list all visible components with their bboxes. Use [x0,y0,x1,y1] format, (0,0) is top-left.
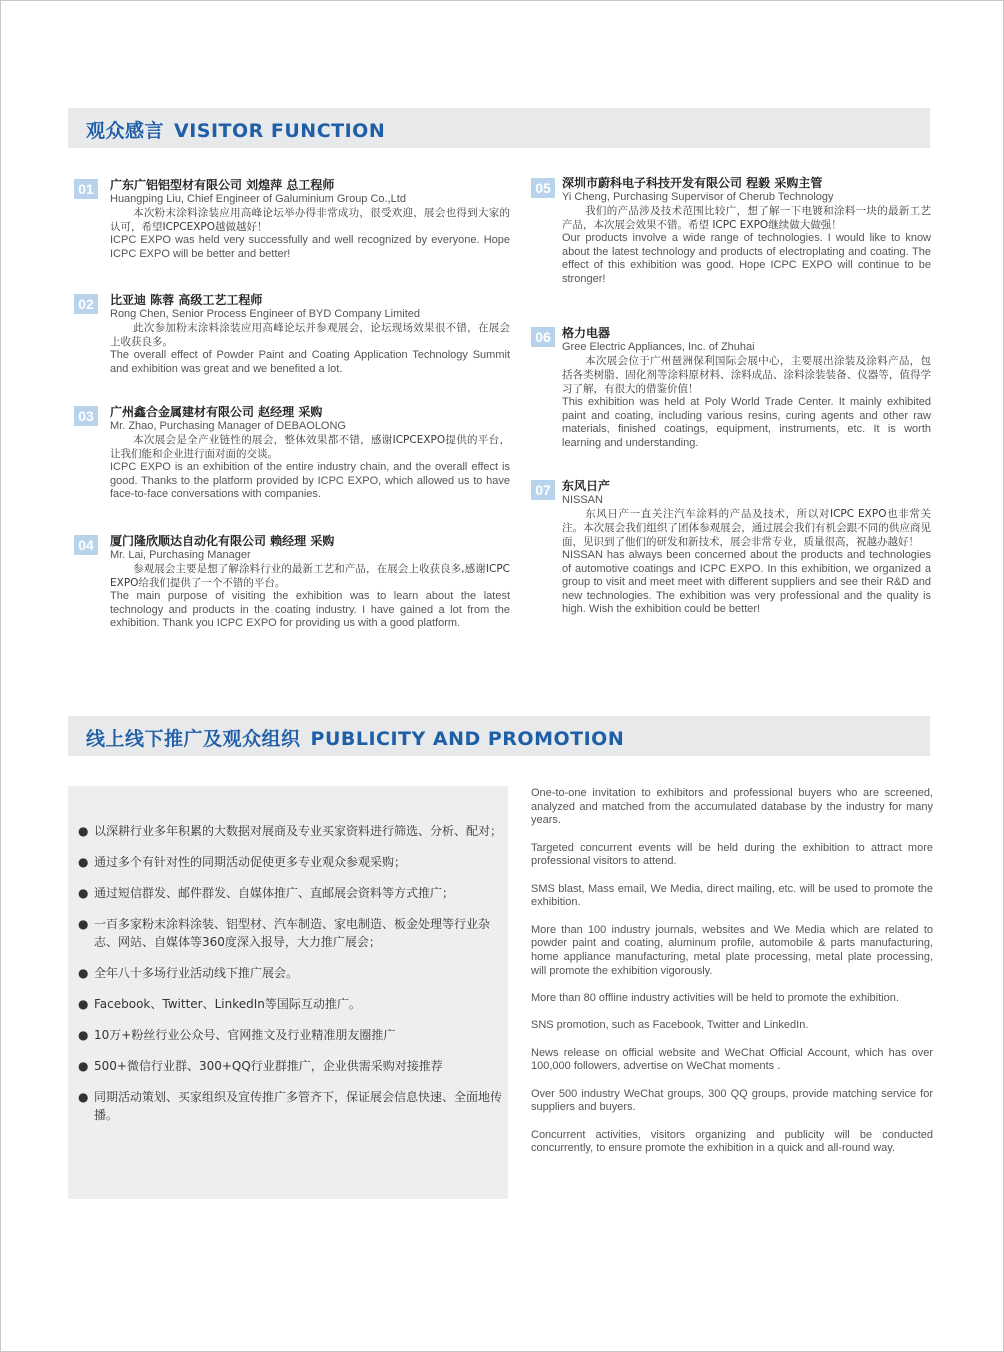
testimonial-text-zh: 本次粉末涂料涂装应用高峰论坛举办得非常成功，很受欢迎，展会也得到大家的认可，希望ICPCEXPO越做越好！ [110,207,510,233]
visitor-title-en: VISITOR FUNCTION [174,120,386,142]
testimonial-number: 07 [531,480,555,500]
promotion-zh-item: ● 通过多个有针对性的同期活动促使更多专业观众参观采购； [80,853,510,871]
testimonial-number: 06 [531,327,555,347]
promotion-zh-item: ● 以深耕行业多年积累的大数据对展商及专业买家资料进行筛选、分析、配对； [80,822,510,840]
promotion-zh-item: ● 同期活动策划、买家组织及宣传推广多管齐下，保证展会信息快速、全面地传播。 [80,1088,510,1124]
testimonial-role: Huangping Liu, Chief Engineer of Galuminium Group Co.,Ltd [110,193,406,205]
testimonial-role: NISSAN [562,494,603,506]
promotion-en-paragraph: News release on official website and WeChat Official Account, which has over 100,000 followers, advertise on WeChat moments . [531,1046,933,1073]
testimonial-number: 04 [74,535,98,555]
testimonial-number: 03 [74,406,98,426]
testimonial-05 [531,175,931,286]
promotion-en-paragraph: Targeted concurrent events will be held during the exhibition to attract more professional visitors to attend. [531,841,933,868]
promotion-zh-item: ● 10万+粉丝行业公众号、官网推文及行业精准朋友圈推广 [80,1026,510,1044]
promotion-en-paragraph: Over 500 industry WeChat groups, 300 QQ groups, provide matching service for suppliers and buyers. [531,1087,933,1114]
testimonial-role: Mr. Lai, Purchasing Manager [110,549,251,561]
promotion-en-paragraph: SNS promotion, such as Facebook, Twitter and LinkedIn. [531,1019,809,1032]
testimonial-text-en: The main purpose of visiting the exhibition was to learn about the latest technology and products in the coating industry. I have gained a lot from the exhibition. Thank you ICPC EXPO for providing us with a good platform. [110,590,510,630]
promotion-zh-item: ● 一百多家粉末涂料涂装、铝型材、汽车制造、家电制造、板金处理等行业杂志、网站、自媒体等360度深入报导，大力推广展会； [80,915,510,951]
testimonial-01 [74,177,510,261]
testimonial-name: 比亚迪 陈蓉 高级工艺工程师 [110,293,263,307]
testimonial-03 [74,404,510,502]
testimonial-text-zh: 我们的产品涉及技术范围比较广，想了解一下电镀和涂料一块的最新工艺产品，本次展会效果不错。希望 ICPC EXPO继续做大做强！ [562,205,931,231]
promotion-zh-item: ● 500+微信行业群、300+QQ行业群推广，企业供需采购对接推荐 [80,1057,510,1075]
promotion-en-column [531,787,933,1170]
promotion-section-header [68,716,930,756]
testimonial-text-en: The overall effect of Powder Paint and Coating Application Technology Summit and exhibition was great and we benefited a lot. [110,349,510,375]
testimonial-text-en: This exhibition was held at Poly World Trade Center. It mainly exhibited paint and coating, including various resins, curing agents and other raw materials, finished coatings, equipment, instruments, etc. It is worth learning and understanding. [562,396,931,449]
testimonial-text-zh: 本次展会是全产业链性的展会，整体效果都不错，感谢ICPCEXPO提供的平台，让我们能和企业进行面对面的交谈。 [110,434,510,460]
promotion-en-paragraph: Concurrent activities, visitors organizing and publicity will be conducted concurrently, to ensure promote the exhibition in a quick and all-round way. [531,1128,933,1155]
testimonial-role: Rong Chen, Senior Process Engineer of BYD Company Limited [110,308,420,320]
testimonial-number: 05 [531,178,555,198]
testimonial-name: 东风日产 [562,479,611,493]
testimonial-text-zh: 本次展会位于广州琶洲保利国际会展中心，主要展出涂装及涂料产品，包括各类树脂、固化剂等涂料原材料、涂料成品、涂料涂装装备、仪器等，值得学习了解，有很大的借鉴价值！ [562,355,931,395]
promotion-zh-item: ● 全年八十多场行业活动线下推广展会。 [80,964,510,982]
testimonial-name: 深圳市蔚科电子科技开发有限公司 程毅 采购主管 [562,176,823,190]
testimonial-text-zh: 此次参加粉末涂料涂装应用高峰论坛并参观展会，论坛现场效果很不错，在展会上收获良多。 [110,322,510,348]
testimonial-text-zh: 东风日产一直关注汽车涂料的产品及技术，所以对ICPC EXPO也非常关注。本次展会我们组织了团体参观展会，通过展会我们有机会跟不同的供应商见面，见识到了他们的研发和新技术，展会非常专业，质量很高，祝越办越好！ [562,508,931,548]
testimonial-name: 广东广铝铝型材有限公司 刘煌萍 总工程师 [110,178,335,192]
promotion-en-paragraph: More than 100 industry journals, websites and We Media which are related to powder paint and coating, aluminum profile, automobile & parts manufacturing, home appliance manufacturing, metal plate processing, metal plate processing, will promote the exhibition vigorously. [531,923,933,977]
testimonial-role: Yi Cheng, Purchasing Supervisor of Cherub Technology [562,191,834,203]
promotion-en-paragraph: More than 80 offline industry activities will be held to promote the exhibition. [531,992,899,1005]
testimonial-04 [74,533,510,631]
testimonial-name: 格力电器 [562,326,611,340]
testimonial-role: Mr. Zhao, Purchasing Manager of DEBAOLONG [110,420,346,432]
promotion-section-title [86,724,624,751]
promotion-zh-list [80,822,510,1137]
testimonial-text-zh: 参观展会主要是想了解涂料行业的最新工艺和产品，在展会上收获良多,感谢ICPC EXPO给我们提供了一个不错的平台。 [110,563,510,589]
promotion-title-zh: 线上线下推广及观众组织 [86,728,301,750]
testimonial-name: 广州鑫合金属建材有限公司 赵经理 采购 [110,405,323,419]
testimonial-name: 厦门隆欣顺达自动化有限公司 赖经理 采购 [110,534,335,548]
promotion-zh-item: ● Facebook、Twitter、LinkedIn等国际互动推广。 [80,995,510,1013]
promotion-title-en: PUBLICITY AND PROMOTION [310,728,625,750]
testimonial-number: 01 [74,179,98,199]
testimonial-07 [531,478,931,617]
testimonial-text-en: ICPC EXPO is an exhibition of the entire industry chain, and the overall effect is good. Thanks to the platform provided by ICPC EXPO, which allowed us to have face-to-face conversations with companies. [110,461,510,501]
testimonial-number: 02 [74,294,98,314]
promotion-en-paragraph: One-to-one invitation to exhibitors and professional buyers who are screened, analyzed and matched from the accumulated database by the industry for many years. [531,787,933,827]
visitor-section-title [86,116,385,143]
testimonial-role: Gree Electric Appliances, Inc. of Zhuhai [562,341,755,353]
testimonial-06 [531,325,931,450]
promotion-en-paragraph: SMS blast, Mass email, We Media, direct mailing, etc. will be used to promote the exhibition. [531,882,933,909]
visitor-title-zh: 观众感言 [86,120,165,142]
testimonial-text-en: Our products involve a wide range of technologies. I would like to know about the latest technology and products of electroplating and coating. The effect of this exhibition was good. Hope ICPC EXPO will continue to be stronger! [562,232,931,285]
testimonial-text-en: NISSAN has always been concerned about the products and technologies of automotive coatings and ICPC EXPO. In this exhibition, we organized a group to visit and meet meet with different suppliers and see their R&D and new technologies. The exhibition was very professional and the quality is high. Wish the exhibition could be better! [562,549,931,616]
testimonial-02 [74,292,510,376]
promotion-zh-item: ● 通过短信群发、邮件群发、自媒体推广、直邮展会资料等方式推广； [80,884,510,902]
visitor-section-header [68,108,930,148]
testimonial-text-en: ICPC EXPO was held very successfully and well recognized by everyone. Hope ICPC EXPO will be better and better! [110,234,510,260]
